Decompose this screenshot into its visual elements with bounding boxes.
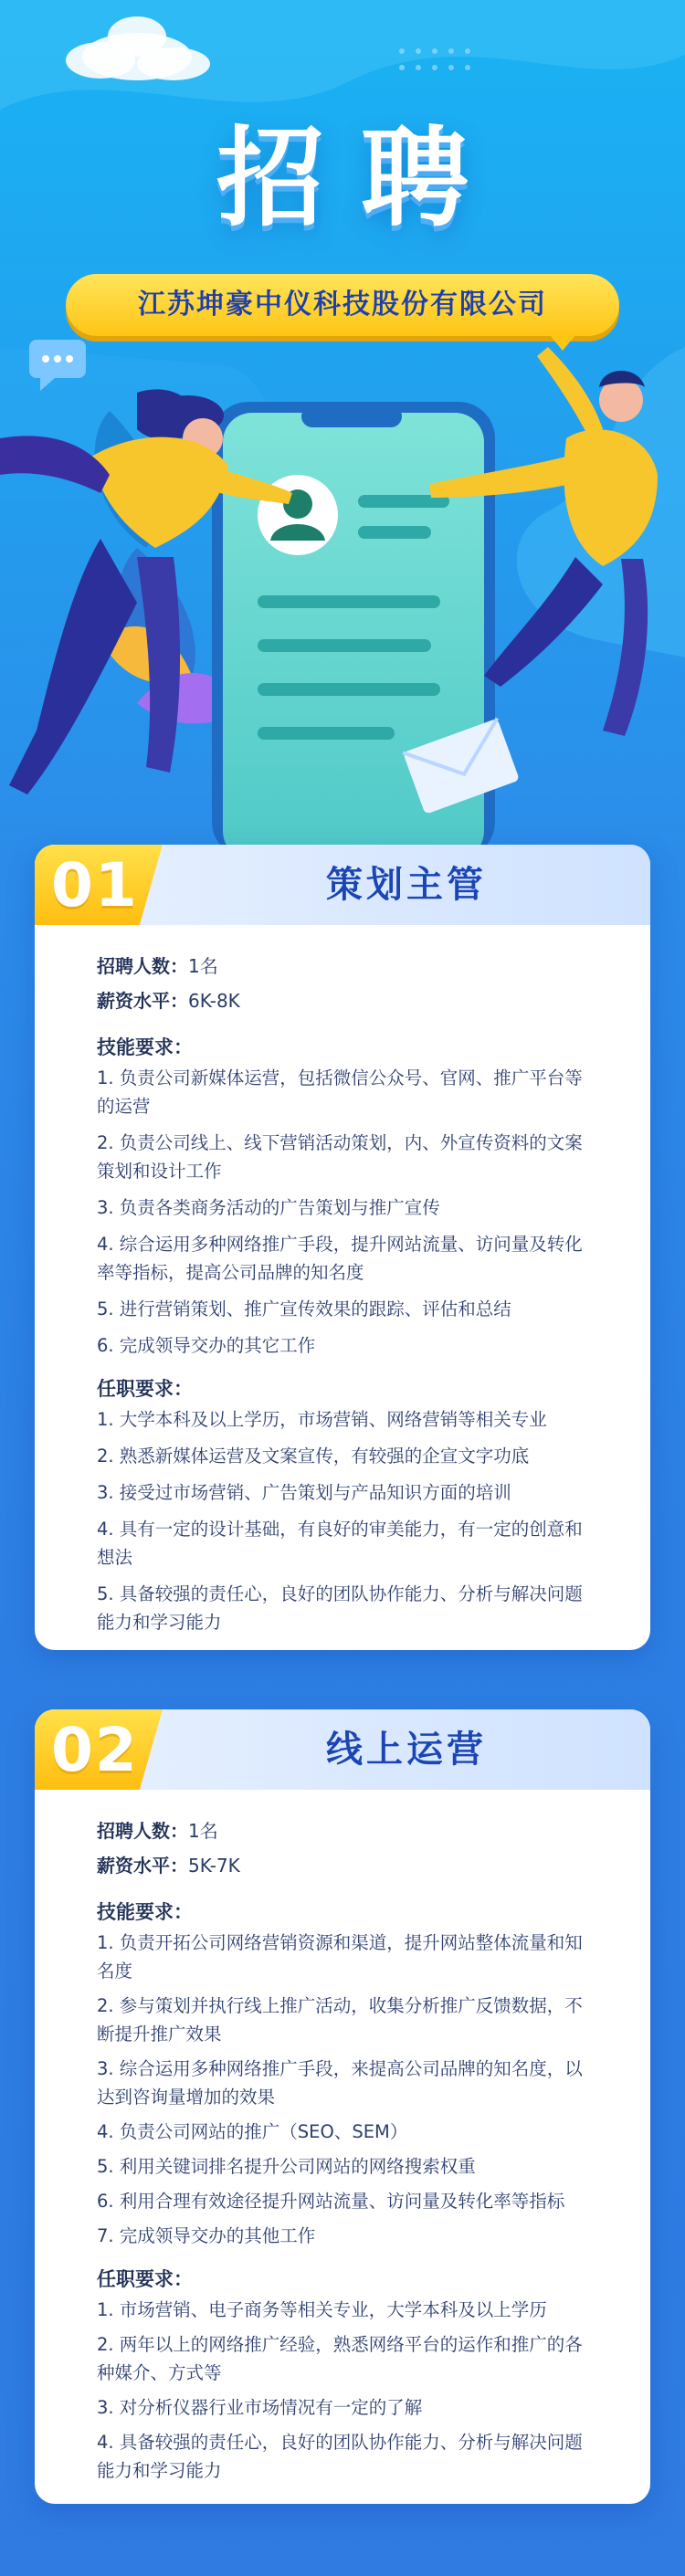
salary-row — [97, 1848, 599, 1883]
qualification-item: 1. 市场营销、电子商务等相关专业，大学本科及以上学历 — [97, 2299, 547, 2320]
qualification-item: 2. 两年以上的网络推广经验，熟悉网络平台的运作和推广的各种媒介、方式等 — [97, 2334, 583, 2383]
salary-row — [97, 983, 599, 1018]
company-banner-tail — [546, 331, 579, 351]
headcount-label: 招聘人数： — [97, 1820, 188, 1842]
company-name: 江苏坤豪中仪科技股份有限公司 — [138, 289, 547, 321]
qualifications-title: 任职要求： — [97, 1378, 193, 1400]
qualification-item: 1. 大学本科及以上学历，市场营销、网络营销等相关专业 — [97, 1409, 547, 1430]
skill-item: 1. 负责开拓公司网络营销资源和渠道，提升网站整体流量和知名度 — [97, 1932, 583, 1982]
qualification-item: 3. 接受过市场营销、广告策划与产品知识方面的培训 — [97, 1482, 511, 1503]
headcount-label: 招聘人数： — [97, 955, 188, 977]
job-number: 02 — [51, 1715, 139, 1785]
job-card-header — [35, 845, 650, 925]
headcount-row — [97, 1814, 599, 1848]
job-title: 线上运营 — [326, 1729, 487, 1771]
skill-item: 5. 进行营销策划、推广宣传效果的跟踪、评估和总结 — [97, 1299, 511, 1320]
salary-value: 6K-8K — [188, 990, 240, 1012]
headcount-row — [97, 949, 599, 983]
job-card-body — [35, 1790, 650, 2509]
skill-item: 3. 负责各类商务活动的广告策划与推广宣传 — [97, 1197, 440, 1218]
job-number: 01 — [51, 850, 139, 920]
hero-banner — [0, 0, 685, 849]
qualifications-title: 任职要求： — [97, 2268, 193, 2290]
skills-title: 技能要求： — [97, 1901, 193, 1923]
skill-item: 2. 负责公司线上、线下营销活动策划，内、外宣传资料的文案策划和设计工作 — [97, 1132, 583, 1182]
qualification-item: 3. 对分析仪器行业市场情况有一定的了解 — [97, 2397, 423, 2418]
company-name-banner — [66, 274, 619, 336]
skill-item: 7. 完成领导交办的其他工作 — [97, 2225, 316, 2246]
skill-item: 5. 利用关键词排名提升公司网站的网络搜索权重 — [97, 2156, 476, 2177]
job-card-2 — [35, 1709, 650, 2504]
qualification-item: 4. 具有一定的设计基础，有良好的审美能力，有一定的创意和想法 — [97, 1519, 583, 1568]
skill-item: 4. 负责公司网站的推广（SEO、SEM） — [97, 2121, 408, 2142]
skills-title: 技能要求： — [97, 1036, 193, 1058]
headcount-value: 1名 — [188, 955, 218, 977]
salary-label: 薪资水平： — [97, 1855, 188, 1877]
skill-item: 6. 利用合理有效途径提升网站流量、访问量及转化率等指标 — [97, 2191, 565, 2212]
qualification-item: 4. 具备较强的责任心，良好的团队协作能力、分析与解决问题能力和学习能力 — [97, 2432, 583, 2481]
hero-title: 招聘 — [216, 115, 505, 241]
qualification-item: 5. 具备较强的责任心，良好的团队协作能力、分析与解决问题能力和学习能力 — [97, 1583, 583, 1633]
skill-item: 1. 负责公司新媒体运营，包括微信公众号、官网、推广平台等的运营 — [97, 1067, 583, 1117]
job-card-body — [35, 925, 650, 1663]
job-title: 策划主管 — [326, 864, 487, 906]
salary-label: 薪资水平： — [97, 990, 188, 1012]
qualification-item: 2. 熟悉新媒体运营及文案宣传，有较强的企宣文字功底 — [97, 1446, 530, 1467]
skill-item: 4. 综合运用多种网络推广手段，提升网站流量、访问量及转化率等指标，提高公司品牌的知名度 — [97, 1234, 583, 1283]
salary-value: 5K-7K — [188, 1855, 240, 1877]
skill-item: 6. 完成领导交办的其它工作 — [97, 1335, 316, 1356]
job-card-1 — [35, 845, 650, 1650]
headcount-value: 1名 — [188, 1820, 218, 1842]
job-card-header — [35, 1709, 650, 1790]
skill-item: 2. 参与策划并执行线上推广活动，收集分析推广反馈数据，不断提升推广效果 — [97, 1995, 583, 2045]
skill-item: 3. 综合运用多种网络推广手段，来提高公司品牌的知名度，以达到咨询量增加的效果 — [97, 2058, 583, 2108]
